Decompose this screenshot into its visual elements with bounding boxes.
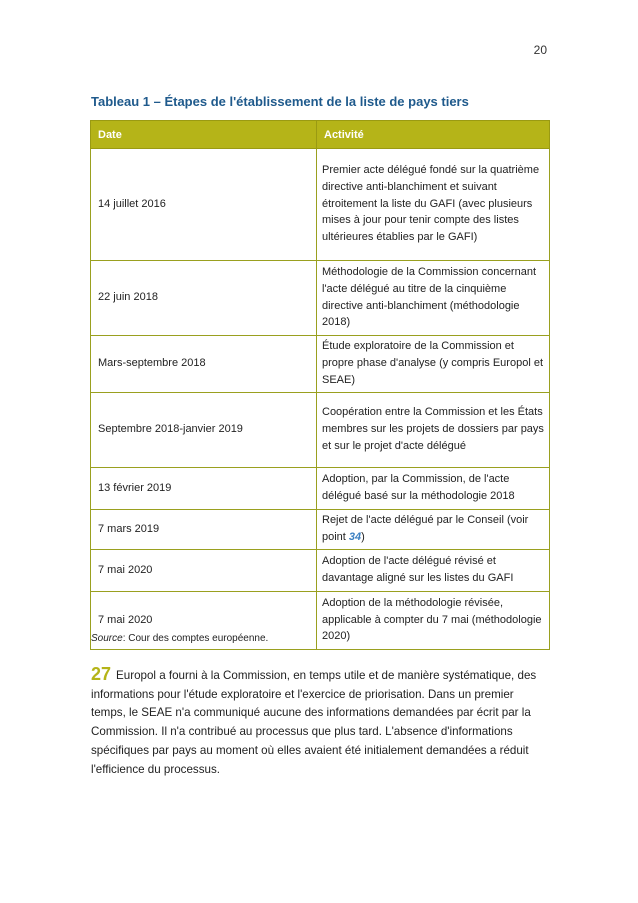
- activity-text-end: ): [361, 531, 365, 543]
- date-cell: 7 mai 2020: [91, 592, 317, 650]
- point-reference-link[interactable]: 34: [348, 531, 362, 543]
- table-row: [91, 510, 550, 550]
- table-source: [91, 633, 268, 644]
- table-row: [91, 336, 550, 393]
- header-activity: Activité: [317, 121, 550, 149]
- date-cell: 22 juin 2018: [91, 261, 317, 336]
- activity-cell: Méthodologie de la Commission concernant l'acte délégué au titre de la cinquième directive anti-blanchiment (méthodologie 2018): [317, 261, 550, 336]
- activity-cell: Adoption de la méthodologie révisée, applicable à compter du 7 mai (méthodologie 2020): [317, 592, 550, 650]
- table-row: [91, 468, 550, 510]
- date-cell: 7 mars 2019: [91, 510, 317, 550]
- date-cell: 14 juillet 2016: [91, 149, 317, 261]
- activity-text: Rejet de l'acte délégué par le Conseil (voir point: [322, 514, 529, 543]
- timeline-table: [90, 120, 550, 650]
- activity-cell: Adoption, par la Commission, de l'acte délégué basé sur la méthodologie 2018: [317, 468, 550, 510]
- source-text: : Cour des comptes européenne.: [122, 633, 269, 644]
- activity-cell: [317, 510, 550, 550]
- date-cell: 13 février 2019: [91, 468, 317, 510]
- page-number: 20: [533, 43, 547, 57]
- table-row: [91, 149, 550, 261]
- header-date: Date: [91, 121, 317, 149]
- activity-cell: Coopération entre la Commission et les États membres sur les projets de dossiers par pays et sur le projet d'acte délégué: [317, 393, 550, 468]
- activity-cell: Adoption de l'acte délégué révisé et davantage aligné sur les listes du GAFI: [317, 550, 550, 592]
- activity-cell: Étude exploratoire de la Commission et propre phase d'analyse (y compris Europol et SEAE): [317, 336, 550, 393]
- date-cell: Mars-septembre 2018: [91, 336, 317, 393]
- paragraph-27: [91, 665, 546, 779]
- activity-cell: Premier acte délégué fondé sur la quatrième directive anti-blanchiment et suivant étroitement la liste du GAFI (avec plusieurs mises à jour pour tenir compte des listes ultérieures établies par le GAFI): [317, 149, 550, 261]
- paragraph-text: Europol a fourni à la Commission, en temps utile et de manière systématique, des informations pour l'étude exploratoire et l'exercice de priorisation. Dans un premier temps, le SEAE n'a communiqué aucune des informations demandées par écrit par la Commission. Il n'a contribué au processus que plus tard. L'absence d'informations spécifiques par pays au moment où elles avaient été initialement demandées a réduit l'efficience du processus.: [91, 669, 537, 776]
- table-row: [91, 393, 550, 468]
- date-cell: Septembre 2018-janvier 2019: [91, 393, 317, 468]
- date-cell: 7 mai 2020: [91, 550, 317, 592]
- timeline-table-container: [90, 120, 549, 650]
- table-row: [91, 261, 550, 336]
- table-header-row: [91, 121, 550, 149]
- source-label: Source: [91, 633, 123, 644]
- table-title: Tableau 1 – Étapes de l'établissement de la liste de pays tiers: [91, 94, 469, 109]
- paragraph-number: 27: [91, 664, 112, 684]
- table-row: [91, 550, 550, 592]
